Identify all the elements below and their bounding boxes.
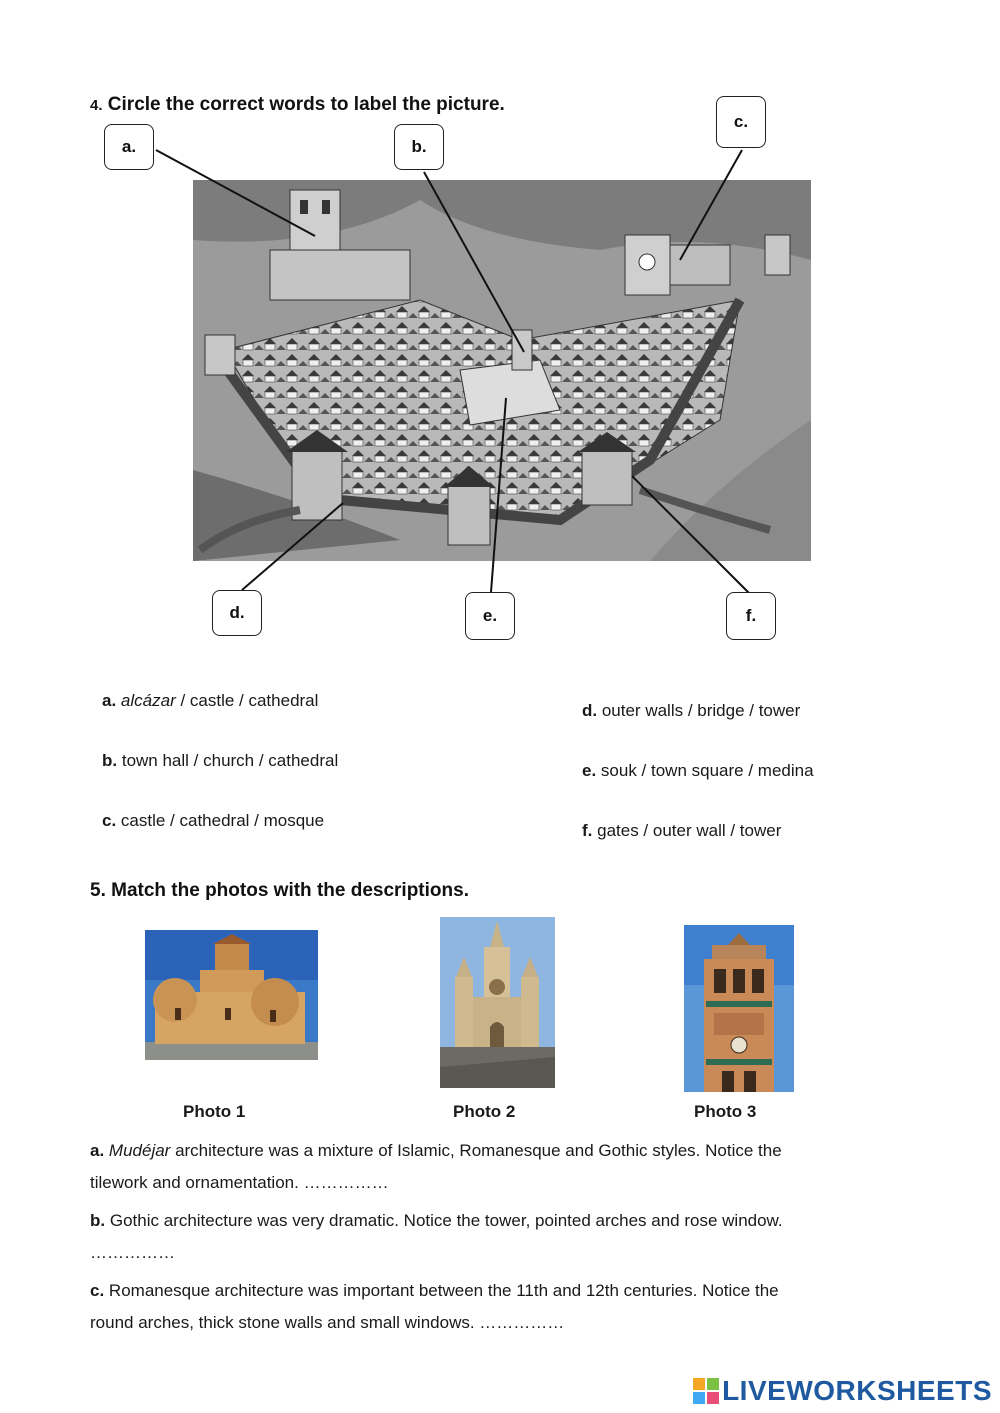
label-box-e: e. [465,592,515,640]
label-box-f: f. [726,592,776,640]
photo-2-label: Photo 2 [453,1102,516,1121]
photo-1-label: Photo 1 [183,1102,246,1121]
liveworksheets-brand [693,1375,992,1407]
brand-text: LIVEWORKSHEETS [722,1375,992,1406]
description-a: a. Mudéjar architecture was a mixture of Islamic, Romanesque and Gothic styles. Notice the tilework and ornamentation. …………… [90,1141,782,1192]
option-f[interactable]: f. gates / outer wall / tower [582,821,782,840]
option-c[interactable]: c. castle / cathedral / mosque [102,811,325,830]
medieval-town-illustration [0,0,1000,660]
description-b: b. Gothic architecture was very dramatic. Notice the tower, pointed arches and rose window. …………… [90,1211,783,1262]
label-box-a: a. [104,124,154,170]
option-e[interactable]: e. souk / town square / medina [582,761,814,780]
section-4-heading: 4. Circle the correct words to label the picture. [90,94,505,115]
liveworksheets-logo-icon [693,1378,719,1404]
label-box-d: d. [212,590,262,636]
photo-3-label: Photo 3 [694,1102,757,1121]
photo-1-romanesque-church [145,930,318,1060]
option-a[interactable]: a. alcázar / castle / cathedral [102,691,319,710]
description-c: c. Romanesque architecture was important between the 11th and 12th centuries. Notice the round arches, thick stone walls and small windows. …………… [90,1281,779,1332]
town-picture [193,180,811,561]
label-box-b: b. [394,124,444,170]
label-box-c: c. [716,96,766,148]
photo-3-mudejar-tower [684,925,794,1092]
option-b[interactable]: b. town hall / church / cathedral [102,751,339,770]
photo-2-gothic-cathedral [440,917,555,1088]
option-d[interactable]: d. outer walls / bridge / tower [582,701,801,720]
section-5-heading: 5. Match the photos with the descriptions. [90,880,469,901]
